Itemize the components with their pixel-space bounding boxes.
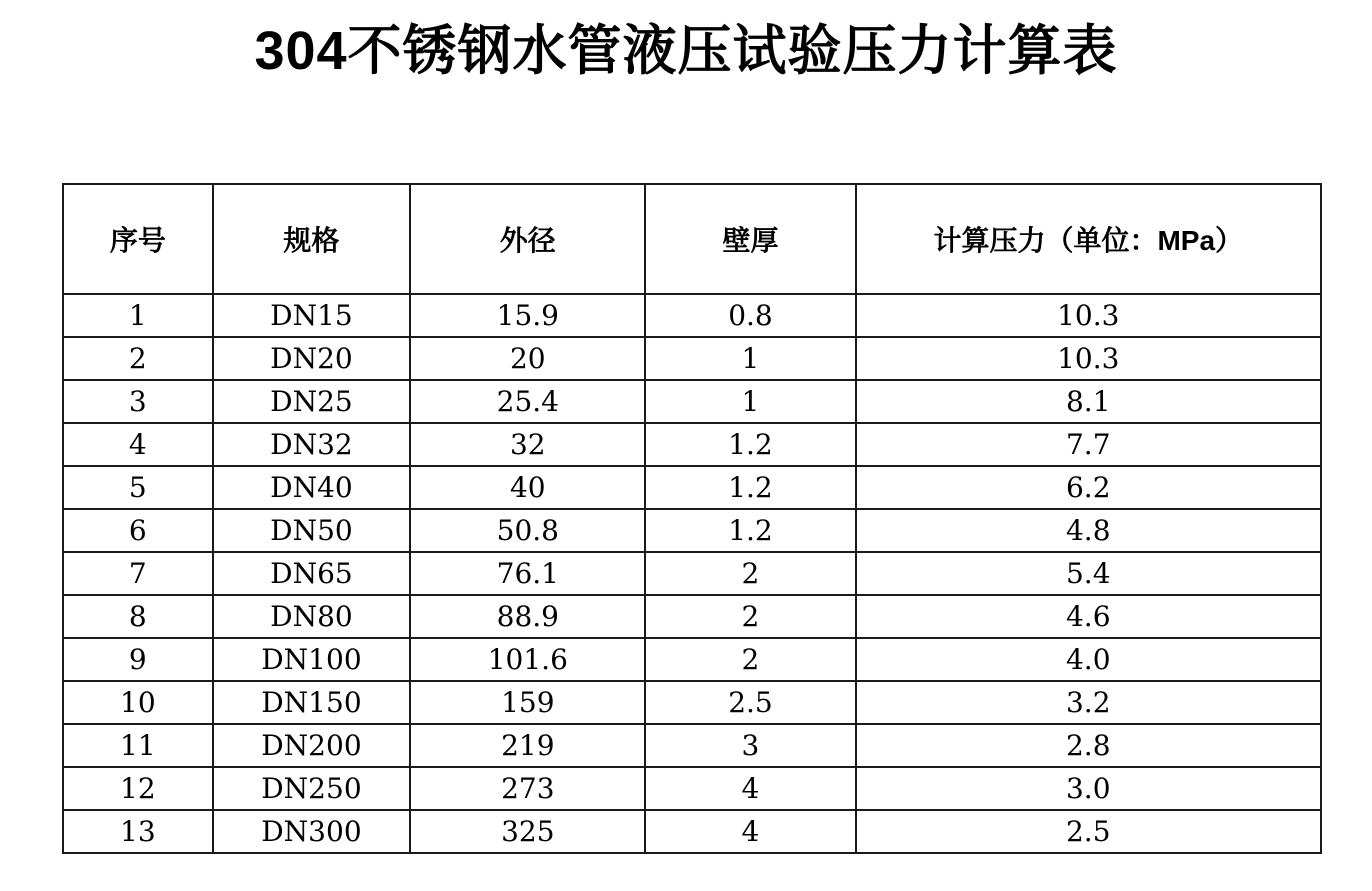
table-cell: 5.4 — [856, 552, 1322, 595]
table-cell: 15.9 — [410, 294, 645, 337]
table-body — [63, 294, 1321, 853]
table-cell: 88.9 — [410, 595, 645, 638]
table-cell: 4.8 — [856, 509, 1322, 552]
table-cell: DN50 — [213, 509, 411, 552]
table-row — [63, 681, 1321, 724]
table-row — [63, 724, 1321, 767]
table-cell: 6 — [63, 509, 213, 552]
header-specification: 规格 — [213, 184, 411, 294]
table-header-row — [63, 184, 1321, 294]
table-cell: 7.7 — [856, 423, 1322, 466]
table-cell: 4 — [645, 767, 855, 810]
table-cell: 1 — [63, 294, 213, 337]
table-cell: 40 — [410, 466, 645, 509]
table-cell: 11 — [63, 724, 213, 767]
table-cell: DN100 — [213, 638, 411, 681]
table-cell: 2.5 — [645, 681, 855, 724]
table-cell: 25.4 — [410, 380, 645, 423]
table-row — [63, 767, 1321, 810]
table-cell: 2 — [645, 552, 855, 595]
table-row — [63, 294, 1321, 337]
table-cell: 9 — [63, 638, 213, 681]
table-cell: 3.2 — [856, 681, 1322, 724]
table-cell: 1.2 — [645, 466, 855, 509]
table-cell: 12 — [63, 767, 213, 810]
table-cell: 4.6 — [856, 595, 1322, 638]
page-title: 304不锈钢水管液压试验压力计算表 — [254, 21, 1118, 81]
table-cell: 1.2 — [645, 509, 855, 552]
table-row — [63, 552, 1321, 595]
table-cell: DN15 — [213, 294, 411, 337]
table-cell: DN300 — [213, 810, 411, 853]
table-cell: 76.1 — [410, 552, 645, 595]
table-row — [63, 595, 1321, 638]
table-cell: 3.0 — [856, 767, 1322, 810]
table-cell: 10 — [63, 681, 213, 724]
table-cell: 7 — [63, 552, 213, 595]
table-cell: 3 — [645, 724, 855, 767]
table-cell: 10.3 — [856, 294, 1322, 337]
table-cell: 2 — [645, 595, 855, 638]
table-row — [63, 423, 1321, 466]
table-cell: DN80 — [213, 595, 411, 638]
table-cell: 101.6 — [410, 638, 645, 681]
table-cell: 4 — [63, 423, 213, 466]
table-cell: 8.1 — [856, 380, 1322, 423]
table-cell: DN150 — [213, 681, 411, 724]
header-wall-thickness: 壁厚 — [645, 184, 855, 294]
table-cell: 219 — [410, 724, 645, 767]
table-cell: 3 — [63, 380, 213, 423]
table-cell: 1 — [645, 337, 855, 380]
table-cell: 20 — [410, 337, 645, 380]
table-cell: 5 — [63, 466, 213, 509]
table-row — [63, 380, 1321, 423]
table-row — [63, 509, 1321, 552]
header-outer-diameter: 外径 — [410, 184, 645, 294]
table-cell: DN25 — [213, 380, 411, 423]
table-cell: 13 — [63, 810, 213, 853]
table-cell: 159 — [410, 681, 645, 724]
table-cell: 32 — [410, 423, 645, 466]
table-header — [63, 184, 1321, 294]
table-cell: 4 — [645, 810, 855, 853]
table-cell: 1.2 — [645, 423, 855, 466]
table-cell: 2.5 — [856, 810, 1322, 853]
table-cell: 2.8 — [856, 724, 1322, 767]
header-serial-number: 序号 — [63, 184, 213, 294]
table-cell: DN200 — [213, 724, 411, 767]
table-row — [63, 810, 1321, 853]
table-row — [63, 466, 1321, 509]
table-row — [63, 337, 1321, 380]
table-cell: DN40 — [213, 466, 411, 509]
table-cell: 50.8 — [410, 509, 645, 552]
table-cell: 4.0 — [856, 638, 1322, 681]
table-cell: 273 — [410, 767, 645, 810]
table-cell: 2 — [645, 638, 855, 681]
table-cell: DN250 — [213, 767, 411, 810]
table-cell: 325 — [410, 810, 645, 853]
table-cell: DN20 — [213, 337, 411, 380]
table-cell: 8 — [63, 595, 213, 638]
table-row — [63, 638, 1321, 681]
table-cell: 1 — [645, 380, 855, 423]
pressure-calculation-table — [62, 183, 1322, 854]
table-cell: 6.2 — [856, 466, 1322, 509]
table-cell: 0.8 — [645, 294, 855, 337]
table-cell: DN65 — [213, 552, 411, 595]
table-cell: 10.3 — [856, 337, 1322, 380]
table-cell: DN32 — [213, 423, 411, 466]
table-cell: 2 — [63, 337, 213, 380]
header-calculated-pressure: 计算压力（单位：MPa） — [856, 184, 1322, 294]
